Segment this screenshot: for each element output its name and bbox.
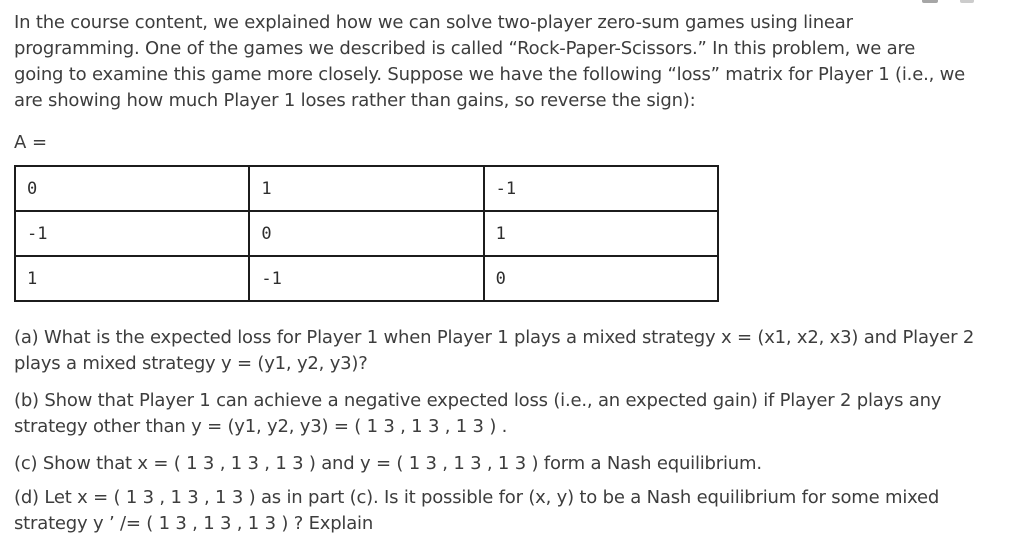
question-line: (d) Let x = ( 1 3 , 1 3 , 1 3 ) as in part (c). Is it possible for (x, y) to be a Nash equilibrium for some mixed bbox=[14, 487, 940, 508]
matrix-row bbox=[15, 166, 718, 211]
question-line: strategy other than y = (y1, y2, y3) = ( 1 3 , 1 3 , 1 3 ) . bbox=[14, 416, 508, 437]
question-line: (b) Show that Player 1 can achieve a negative expected loss (i.e., an expected gain) if Player 2 plays any bbox=[14, 390, 942, 411]
intro-line: programming. One of the games we described is called “Rock-Paper-Scissors.” In this problem, we are bbox=[14, 38, 916, 59]
intro-paragraph bbox=[14, 10, 1024, 114]
question-a bbox=[14, 325, 1024, 377]
question-b bbox=[14, 388, 1024, 440]
matrix-cell: -1 bbox=[484, 166, 718, 211]
question-line: (c) Show that x = ( 1 3 , 1 3 , 1 3 ) and y = ( 1 3 , 1 3 , 1 3 ) form a Nash equilibrium. bbox=[14, 453, 762, 474]
question-d bbox=[14, 485, 1024, 537]
matrix-cell: 1 bbox=[15, 256, 249, 301]
question-line: strategy y ’ /= ( 1 3 , 1 3 , 1 3 ) ? Explain bbox=[14, 513, 374, 534]
matrix-cell: -1 bbox=[15, 211, 249, 256]
cropped-ui-fragment-icon bbox=[960, 0, 974, 3]
matrix-cell: 0 bbox=[249, 211, 483, 256]
question-c bbox=[14, 451, 1024, 477]
question-line: plays a mixed strategy y = (y1, y2, y3)? bbox=[14, 353, 368, 374]
intro-line: are showing how much Player 1 loses rather than gains, so reverse the sign): bbox=[14, 90, 696, 111]
matrix-label: A = bbox=[14, 132, 48, 153]
matrix-cell: 1 bbox=[484, 211, 718, 256]
matrix-cell: 0 bbox=[484, 256, 718, 301]
cropped-ui-fragment-icon bbox=[922, 0, 938, 3]
matrix-cell: 0 bbox=[15, 166, 249, 211]
matrix-cell: -1 bbox=[249, 256, 483, 301]
matrix-row bbox=[15, 211, 718, 256]
question-line: (a) What is the expected loss for Player 1 when Player 1 plays a mixed strategy x = (x1, x2, x3) and Player 2 bbox=[14, 327, 975, 348]
intro-line: In the course content, we explained how we can solve two-player zero-sum games using linear bbox=[14, 12, 853, 33]
matrix-cell: 1 bbox=[249, 166, 483, 211]
matrix-row bbox=[15, 256, 718, 301]
loss-matrix-table bbox=[14, 165, 719, 302]
intro-line: going to examine this game more closely. Suppose we have the following “loss” matrix for Player 1 (i.e., we bbox=[14, 64, 966, 85]
